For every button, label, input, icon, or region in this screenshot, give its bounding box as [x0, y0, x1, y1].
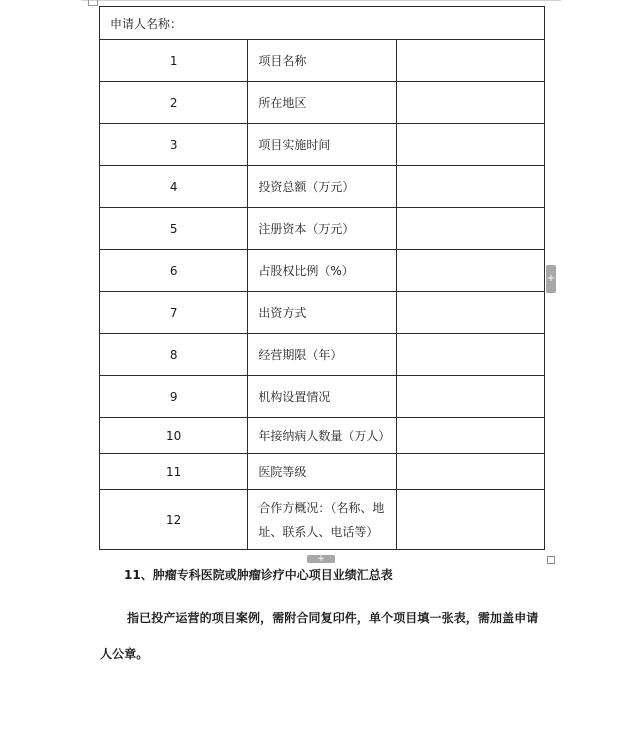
row-number: 8 — [100, 334, 248, 376]
row-value-cell[interactable] — [396, 40, 544, 82]
add-column-handle-icon[interactable]: + — [307, 555, 335, 563]
row-number: 5 — [100, 208, 248, 250]
row-value-cell[interactable] — [396, 292, 544, 334]
applicant-name-cell[interactable] — [100, 7, 545, 40]
row-number: 11 — [100, 454, 248, 490]
table-row — [100, 208, 545, 250]
page-top-edge — [82, 0, 561, 1]
row-label: 投资总额（万元） — [248, 166, 396, 208]
row-label: 注册资本（万元） — [248, 208, 396, 250]
table-row — [100, 166, 545, 208]
table-row — [100, 82, 545, 124]
row-label: 经营期限（年） — [248, 334, 396, 376]
table-row — [100, 376, 545, 418]
row-number: 9 — [100, 376, 248, 418]
application-form-table — [99, 6, 545, 550]
row-value-cell[interactable] — [396, 418, 544, 454]
row-label: 出资方式 — [248, 292, 396, 334]
table-row — [100, 40, 545, 82]
row-label: 医院等级 — [248, 454, 396, 490]
row-label: 年接纳病人数量（万人） — [248, 418, 396, 454]
table-row — [100, 250, 545, 292]
table-move-handle[interactable] — [88, 0, 97, 6]
row-value-cell[interactable] — [396, 454, 544, 490]
table-row — [100, 124, 545, 166]
applicant-name-label: 申请人名称： — [110, 16, 183, 31]
row-value-cell[interactable] — [396, 334, 544, 376]
section-paragraph: 指已投产运营的项目案例，需附合同复印件，单个项目填一张表，需加盖申请人公章。 — [100, 611, 539, 661]
row-label: 机构设置情况 — [248, 376, 396, 418]
row-label: 项目名称 — [248, 40, 396, 82]
row-number: 2 — [100, 82, 248, 124]
table-resize-handle[interactable] — [547, 556, 555, 564]
row-value-cell[interactable] — [396, 490, 544, 550]
row-value-cell[interactable] — [396, 82, 544, 124]
add-row-handle-icon[interactable]: + — [546, 265, 556, 293]
row-value-cell[interactable] — [396, 124, 544, 166]
table-row — [100, 490, 545, 550]
row-value-cell[interactable] — [396, 250, 544, 292]
table-row — [100, 292, 545, 334]
row-label: 所在地区 — [248, 82, 396, 124]
row-value-cell[interactable] — [396, 376, 544, 418]
table-row — [100, 334, 545, 376]
row-value-cell[interactable] — [396, 166, 544, 208]
section-heading: 11、肿瘤专科医院或肿瘤诊疗中心项目业绩汇总表 — [124, 568, 393, 582]
row-number: 4 — [100, 166, 248, 208]
row-number: 6 — [100, 250, 248, 292]
row-label: 合作方概况：（名称、地址、联系人、电话等） — [248, 490, 396, 550]
row-number: 1 — [100, 40, 248, 82]
row-number: 12 — [100, 490, 248, 550]
row-value-cell[interactable] — [396, 208, 544, 250]
row-label: 项目实施时间 — [248, 124, 396, 166]
row-number: 10 — [100, 418, 248, 454]
row-number: 3 — [100, 124, 248, 166]
row-number: 7 — [100, 292, 248, 334]
table-row — [100, 454, 545, 490]
table-row — [100, 418, 545, 454]
row-label: 占股权比例（%） — [248, 250, 396, 292]
